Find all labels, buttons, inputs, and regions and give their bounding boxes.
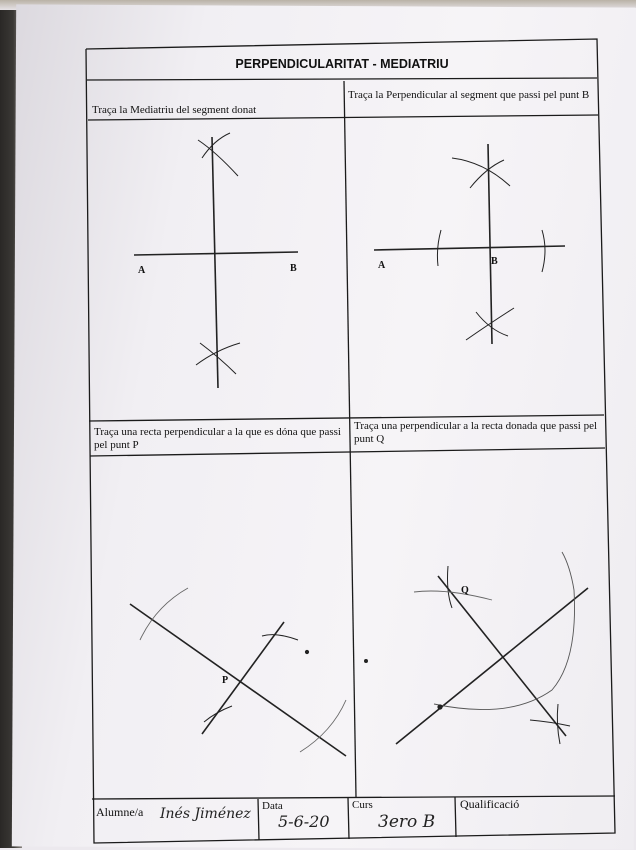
- date-label: Data: [262, 800, 283, 812]
- exercise-3-instruction: Traça una recta perpendicular a la que es dóna que passi pel punt P: [94, 426, 341, 451]
- perpendicular-line: [488, 144, 492, 344]
- exercise-3-drawing: [130, 588, 346, 756]
- course-label: Curs: [352, 799, 373, 811]
- exercise-2-instruction: Traça la Perpendicular al segment que passi pel punt B: [348, 89, 590, 101]
- date-value: 5-6-20: [278, 812, 330, 831]
- footer-divider-2: [348, 798, 349, 839]
- header-separator: [87, 78, 597, 80]
- given-line: [396, 588, 588, 744]
- q-mark-vertical: [448, 566, 453, 608]
- construction-arc: [434, 552, 575, 710]
- perpendicular-line: [438, 576, 566, 736]
- worksheet-title: PERPENDICULARITAT - MEDIATRIU: [235, 57, 449, 71]
- point-b-label: B: [491, 256, 498, 267]
- arc-upper-mark: [262, 635, 298, 640]
- footer-divider-1: [258, 799, 259, 840]
- segment-ab: [134, 252, 298, 255]
- arc-top-1: [452, 158, 510, 186]
- mediatrix-line: [212, 137, 218, 388]
- perpendicular-line: [202, 622, 284, 734]
- construction-dot: [306, 651, 309, 654]
- exercise-4-drawing: [365, 552, 588, 744]
- arc-upper-left: [140, 588, 188, 640]
- construction-dot: [438, 705, 442, 709]
- stray-dot: [365, 660, 367, 662]
- exercise-4-instruction: Traça una perpendicular a la recta donada que passi pel punt Q: [354, 420, 598, 445]
- course-value: 3ero B: [378, 812, 436, 832]
- exercise-2-drawing: [374, 144, 565, 344]
- arc-top-1: [198, 140, 238, 176]
- exercise-1-drawing: [134, 133, 298, 388]
- exercise-1-instruction: Traça la Mediatriu del segment donat: [92, 104, 257, 116]
- given-segment: [374, 246, 565, 250]
- arc-right: [542, 230, 545, 272]
- student-name: Inés Jiménez: [160, 806, 251, 822]
- arc-lower-mark: [530, 720, 570, 726]
- arc-lower-right: [300, 700, 346, 752]
- footer-divider-3: [455, 797, 456, 837]
- point-p-label: P: [222, 675, 229, 686]
- point-b-label: B: [290, 263, 297, 274]
- arc-lower-mark: [204, 706, 232, 722]
- point-a-label: A: [138, 265, 146, 276]
- point-a-label: A: [378, 260, 386, 271]
- point-q-label: Q: [461, 585, 469, 596]
- student-label: Alumne/a: [96, 805, 144, 819]
- grade-label: Qualificació: [460, 797, 520, 811]
- given-line: [130, 604, 346, 756]
